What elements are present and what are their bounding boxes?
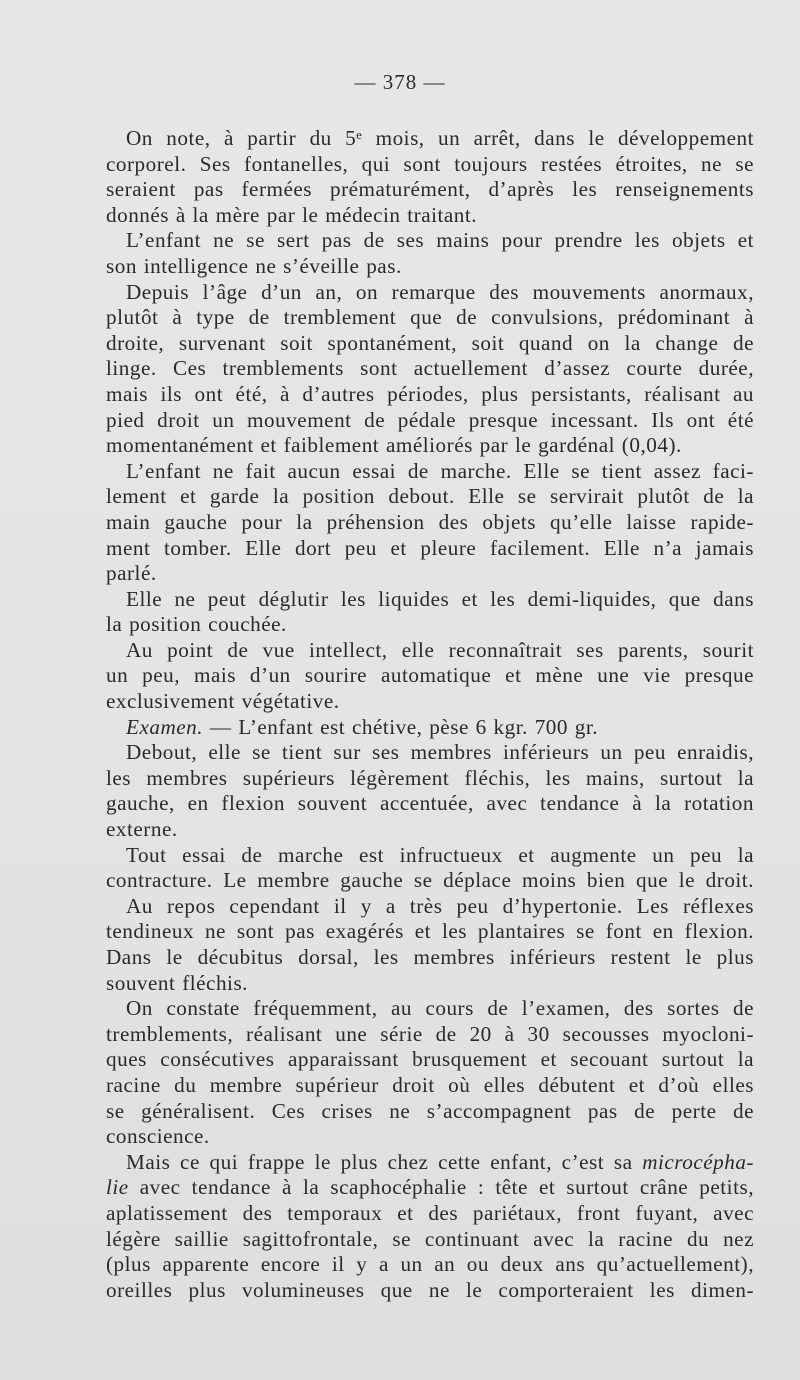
text-line <box>106 1252 754 1278</box>
line-text: se généralisent. Ces crises ne s’accompagnent pas de perte de <box>106 1098 754 1123</box>
line-text: Mais ce qui frappe le plus chez cette enfant, c’est sa <box>126 1149 643 1174</box>
text-line <box>106 177 754 203</box>
line-text: Depuis l’âge d’un an, on remarque des mouvements anormaux, <box>126 279 754 304</box>
line-text: tendineux ne sont pas exagérés et les plantaires se font en flexion. <box>106 919 754 944</box>
line-text: conscience. <box>106 1124 210 1149</box>
text-line <box>106 331 754 357</box>
line-text: mais ils ont été, à d’autres périodes, plus persistants, réalisant au <box>106 381 754 406</box>
body-text <box>106 126 754 1303</box>
text-line <box>106 1227 754 1253</box>
line-text: racine du membre supérieur droit où elles débutent et d’où elles <box>106 1072 754 1097</box>
text-line <box>106 587 754 613</box>
heading-separator: — <box>203 714 239 739</box>
text-line <box>106 1201 754 1227</box>
text-line <box>106 663 754 689</box>
text-line <box>106 433 754 459</box>
italic-term: lie <box>106 1175 129 1200</box>
text-line <box>106 868 754 894</box>
line-text: corporel. Ses fontanelles, qui sont toujours restées étroites, ne se <box>106 151 754 176</box>
text-line <box>106 996 754 1022</box>
text-line <box>106 740 754 766</box>
line-text: Tout essai de marche est infructueux et augmente un peu la <box>126 842 754 867</box>
text-line <box>106 510 754 536</box>
text-line <box>106 126 754 152</box>
line-text: L’enfant est chétive, pèse 6 kgr. 700 gr. <box>238 714 599 739</box>
line-text: avec tendance à la scaphocéphalie : tête et surtout crâne petits, <box>128 1175 754 1200</box>
text-line <box>106 203 754 229</box>
text-line <box>106 484 754 510</box>
line-text: son intelligence ne s’éveille pas. <box>106 253 402 278</box>
line-text: parlé. <box>106 561 157 586</box>
text-line <box>106 536 754 562</box>
line-text: donnés à la mère par le médecin traitant. <box>106 202 478 227</box>
text-line <box>106 894 754 920</box>
line-text: linge. Ces tremblements sont actuellement d’assez courte durée, <box>106 356 754 381</box>
text-line <box>106 1150 754 1176</box>
text-line <box>106 280 754 306</box>
text-line <box>106 254 754 280</box>
text-line <box>106 638 754 664</box>
text-line <box>106 459 754 485</box>
line-text: Au repos cependant il y a très peu d’hypertonie. Les réflexes <box>126 893 754 918</box>
line-text: L’enfant ne fait aucun essai de marche. Elle se tient assez faci- <box>126 458 754 483</box>
text-line <box>106 152 754 178</box>
line-text: ques consécutives apparaissant brusquement et secouant surtout la <box>106 1047 754 1072</box>
line-text: les membres supérieurs légèrement fléchis, les mains, surtout la <box>106 765 754 790</box>
line-text: aplatissement des temporaux et des pariétaux, front fuyant, avec <box>106 1200 754 1225</box>
page-number: — 378 — <box>354 70 446 94</box>
line-text: Au point de vue intellect, elle reconnaîtrait ses parents, sourit <box>126 637 754 662</box>
line-text: tremblements, réalisant une série de 20 à 30 secousses myocloni- <box>106 1021 754 1046</box>
text-line <box>106 382 754 408</box>
line-text: Elle ne peut déglutir les liquides et les demi-liquides, que dans <box>126 586 754 611</box>
line-text: contracture. Le membre gauche se déplace moins bien que le droit. <box>106 868 754 893</box>
text-line <box>106 408 754 434</box>
line-text: droite, survenant soit spontanément, soit quand on la change de <box>106 330 754 355</box>
text-line <box>106 1073 754 1099</box>
text-line <box>106 843 754 869</box>
text-line <box>106 919 754 945</box>
text-line <box>106 791 754 817</box>
line-text: main gauche pour la préhension des objets qu’elle laisse rapide- <box>106 509 754 534</box>
line-text: lement et garde la position debout. Elle se servirait plutôt de la <box>106 484 754 509</box>
text-line <box>106 1099 754 1125</box>
line-text: plutôt à type de tremblement que de convulsions, prédominant à <box>106 305 754 330</box>
line-text: exclusivement végétative. <box>106 689 340 714</box>
line-text: On constate fréquemment, au cours de l’examen, des sortes de <box>126 996 754 1021</box>
text-line <box>106 689 754 715</box>
section-heading: Examen. <box>126 714 204 739</box>
text-line <box>106 1175 754 1201</box>
line-text: la position couchée. <box>106 612 287 637</box>
line-text: Debout, elle se tient sur ses membres inférieurs un peu enraidis, <box>126 740 754 765</box>
text-line <box>106 817 754 843</box>
text-line <box>106 305 754 331</box>
line-text: souvent fléchis. <box>106 970 248 995</box>
text-line <box>106 715 754 741</box>
line-text: ment tomber. Elle dort peu et pleure facilement. Elle n’a jamais <box>106 535 754 560</box>
line-text: On note, à partir du 5ᵉ mois, un arrêt, dans le développement <box>126 126 754 150</box>
line-text: pied droit un mouvement de pédale presque incessant. Ils ont été <box>106 407 754 432</box>
line-text: momentanément et faiblement améliorés par le gardénal (0,04). <box>106 433 682 458</box>
text-line <box>106 356 754 382</box>
text-line <box>106 766 754 792</box>
line-text: oreilles plus volumineuses que ne le comporteraient les dimen- <box>106 1277 754 1302</box>
line-text: seraient pas fermées prématurément, d’après les renseignements <box>106 177 754 202</box>
text-line <box>106 1047 754 1073</box>
line-text: externe. <box>106 817 178 842</box>
line-text: un peu, mais d’un sourire automatique et mène une vie presque <box>106 663 754 688</box>
line-text: légère saillie sagittofrontale, se continuant avec la racine du nez <box>106 1226 754 1251</box>
text-line <box>106 1124 754 1150</box>
text-line <box>106 1022 754 1048</box>
text-line <box>106 612 754 638</box>
text-line <box>106 228 754 254</box>
text-line <box>106 945 754 971</box>
text-line <box>106 561 754 587</box>
line-text: (plus apparente encore il y a un an ou deux ans qu’actuellement), <box>106 1252 754 1277</box>
italic-term: microcépha- <box>642 1149 754 1174</box>
text-line <box>106 1278 754 1304</box>
line-text: L’enfant ne se sert pas de ses mains pour prendre les objets et <box>126 228 754 253</box>
text-line <box>106 971 754 997</box>
line-text: Dans le décubitus dorsal, les membres inférieurs restent le plus <box>106 945 754 969</box>
line-text: gauche, en flexion souvent accentuée, avec tendance à la rotation <box>106 791 754 816</box>
